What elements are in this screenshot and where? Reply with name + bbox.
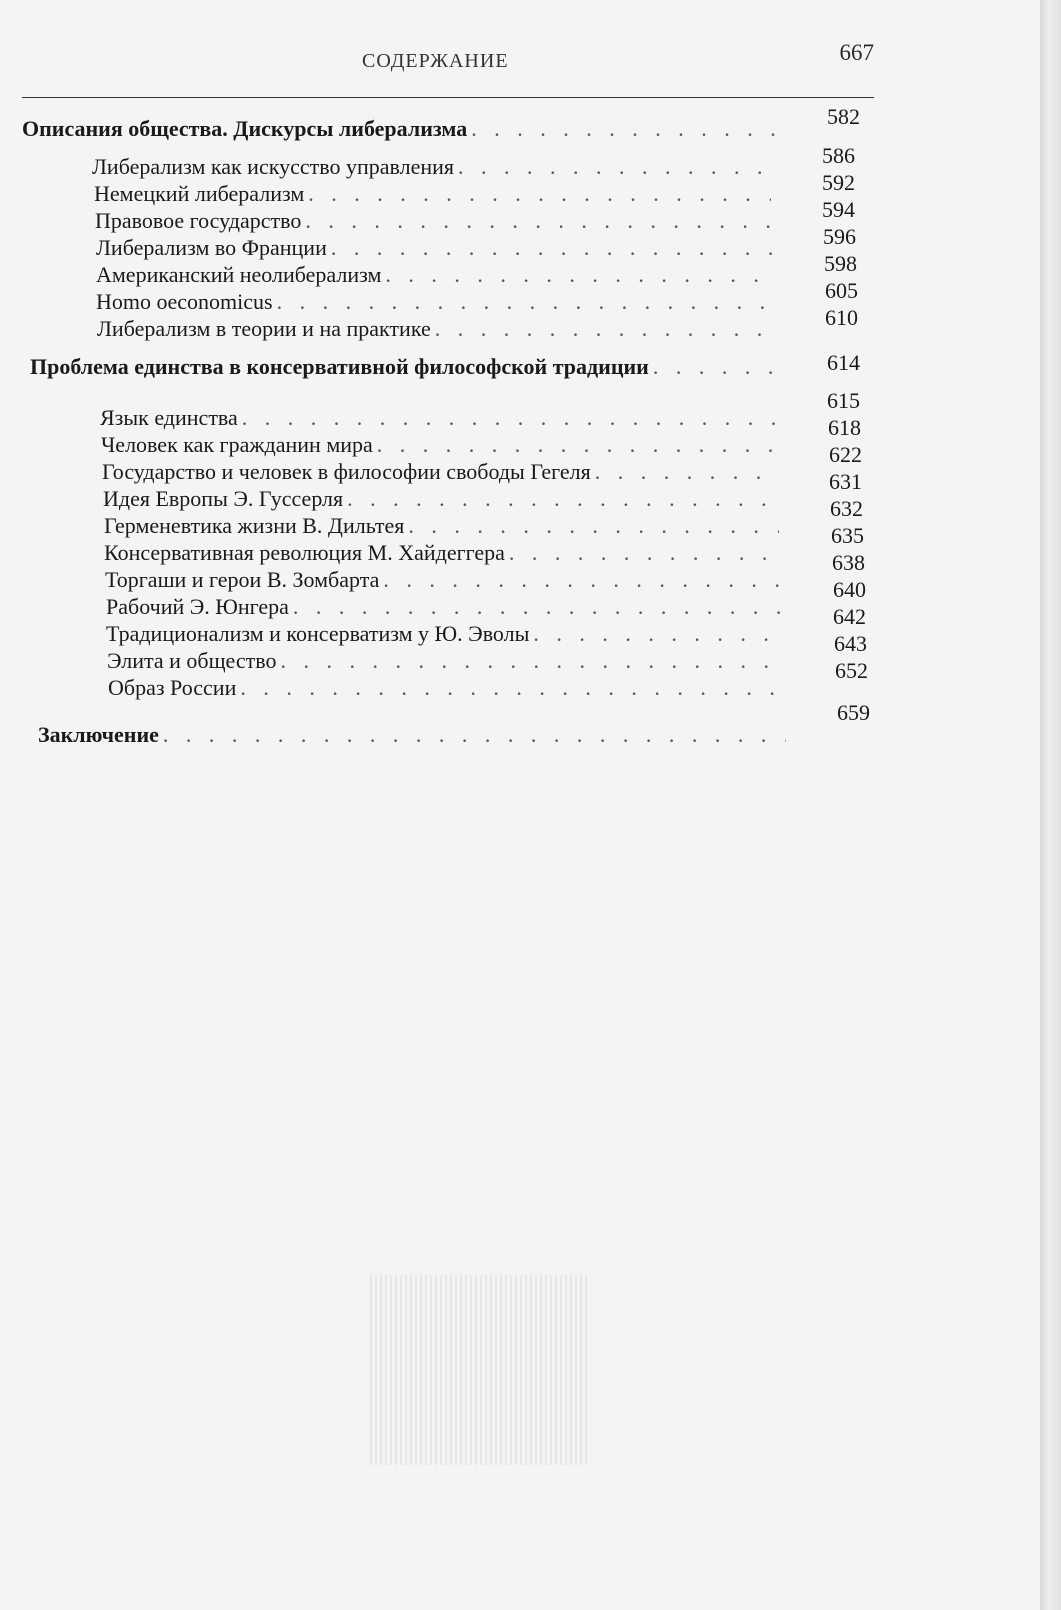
dot-leader — [242, 405, 776, 431]
toc-page-number: 638 — [832, 550, 865, 575]
toc-title: Герменевтика жизни В. Дильтея — [104, 513, 405, 538]
toc-page-number: 598 — [824, 251, 857, 276]
toc-title: Торгаши и герои В. Зомбарта — [105, 567, 380, 592]
toc-entry — [96, 235, 776, 261]
dot-leader — [305, 208, 771, 234]
toc-entry — [105, 567, 785, 593]
toc-page-number: 642 — [833, 604, 866, 629]
toc-title: Homo oeconomicus — [96, 289, 273, 314]
toc-entry — [108, 675, 788, 701]
dot-leader — [240, 675, 784, 701]
dot-leader — [280, 648, 783, 674]
dot-leader — [595, 459, 778, 485]
toc-page-number: 615 — [827, 388, 860, 413]
toc-page-number: 622 — [829, 442, 862, 467]
toc-entry — [106, 621, 786, 647]
dot-leader — [458, 154, 771, 180]
dot-leader — [408, 513, 779, 539]
toc-page-number: 659 — [837, 700, 870, 725]
toc-title: Традиционализм и консерватизм у Ю. Эволы — [106, 621, 530, 646]
toc-title: Правовое государство — [95, 208, 302, 233]
toc-title: Рабочий Э. Юнгера — [106, 594, 289, 619]
toc-page-number: 605 — [825, 278, 858, 303]
dot-leader — [653, 354, 776, 380]
header-title: СОДЕРЖАНИЕ — [362, 50, 509, 72]
toc-page-number: 632 — [830, 496, 863, 521]
header-rule — [22, 97, 874, 98]
toc-title: Заключение — [38, 722, 159, 747]
toc-title: Либерализм во Франции — [96, 235, 327, 260]
running-header — [22, 36, 874, 98]
dot-leader — [471, 116, 776, 142]
page-edge — [1040, 0, 1061, 1610]
toc-title: Немецкий либерализм — [94, 181, 305, 206]
dot-leader — [347, 486, 778, 512]
header-page-number: 667 — [839, 40, 874, 65]
toc-page-number: 582 — [827, 104, 860, 129]
toc-page-number: 596 — [823, 224, 856, 249]
toc-title: Язык единства — [100, 405, 238, 430]
toc-entry — [100, 405, 780, 431]
toc-entry — [101, 432, 781, 458]
toc-page-number: 594 — [822, 197, 855, 222]
toc-page-number: 652 — [835, 658, 868, 683]
toc-section — [22, 116, 780, 142]
toc-entry — [104, 540, 784, 566]
toc-section — [30, 354, 780, 380]
toc-page-number: 618 — [828, 415, 861, 440]
toc-title: Либерализм в теории и на практике — [97, 316, 431, 341]
toc-title: Либерализм как искусство управления — [92, 154, 455, 179]
toc-title: Описания общества. Дискурсы либерализма — [22, 116, 468, 141]
toc-title: Американский неолиберализм — [96, 262, 382, 287]
toc-entry — [94, 181, 775, 207]
toc-entry — [104, 513, 783, 539]
toc-page-number: 614 — [827, 350, 860, 375]
toc-section — [38, 722, 790, 748]
dot-leader — [277, 289, 774, 315]
toc-entry — [106, 594, 786, 620]
toc-entry — [103, 486, 782, 512]
toc-title: Человек как гражданин мира — [101, 432, 373, 457]
dot-leader — [383, 567, 781, 593]
dot-leader — [293, 594, 782, 620]
toc-page-number: 610 — [825, 305, 858, 330]
toc-page-number: 635 — [831, 523, 864, 548]
toc-page-number: 640 — [833, 577, 866, 602]
toc-entry — [97, 316, 778, 342]
bleed-through-barcode — [370, 1275, 590, 1465]
dot-leader — [533, 621, 782, 647]
toc-page-number: 586 — [822, 143, 855, 168]
toc-entry — [96, 262, 777, 288]
toc-entry — [92, 154, 775, 180]
toc-title: Государство и человек в философии свободы Гегеля — [102, 459, 591, 484]
toc-entry — [95, 208, 775, 234]
toc-page-number: 643 — [834, 631, 867, 656]
dot-leader — [509, 540, 780, 566]
dot-leader — [435, 316, 774, 342]
toc-title: Консервативная революция М. Хайдеггера — [104, 540, 505, 565]
dot-leader — [163, 722, 786, 748]
toc-entry — [96, 289, 778, 315]
toc-title: Идея Европы Э. Гуссерля — [103, 486, 344, 511]
toc-entry — [102, 459, 782, 485]
dot-leader — [308, 181, 771, 207]
toc-title: Проблема единства в консервативной философской традиции — [30, 354, 649, 379]
dot-leader — [377, 432, 777, 458]
toc-title: Образ России — [108, 675, 237, 700]
toc-page-number: 592 — [822, 170, 855, 195]
toc-page-number: 631 — [829, 469, 862, 494]
toc-title: Элита и общество — [107, 648, 277, 673]
toc-entry — [107, 648, 787, 674]
dot-leader — [385, 262, 773, 288]
dot-leader — [331, 235, 772, 261]
